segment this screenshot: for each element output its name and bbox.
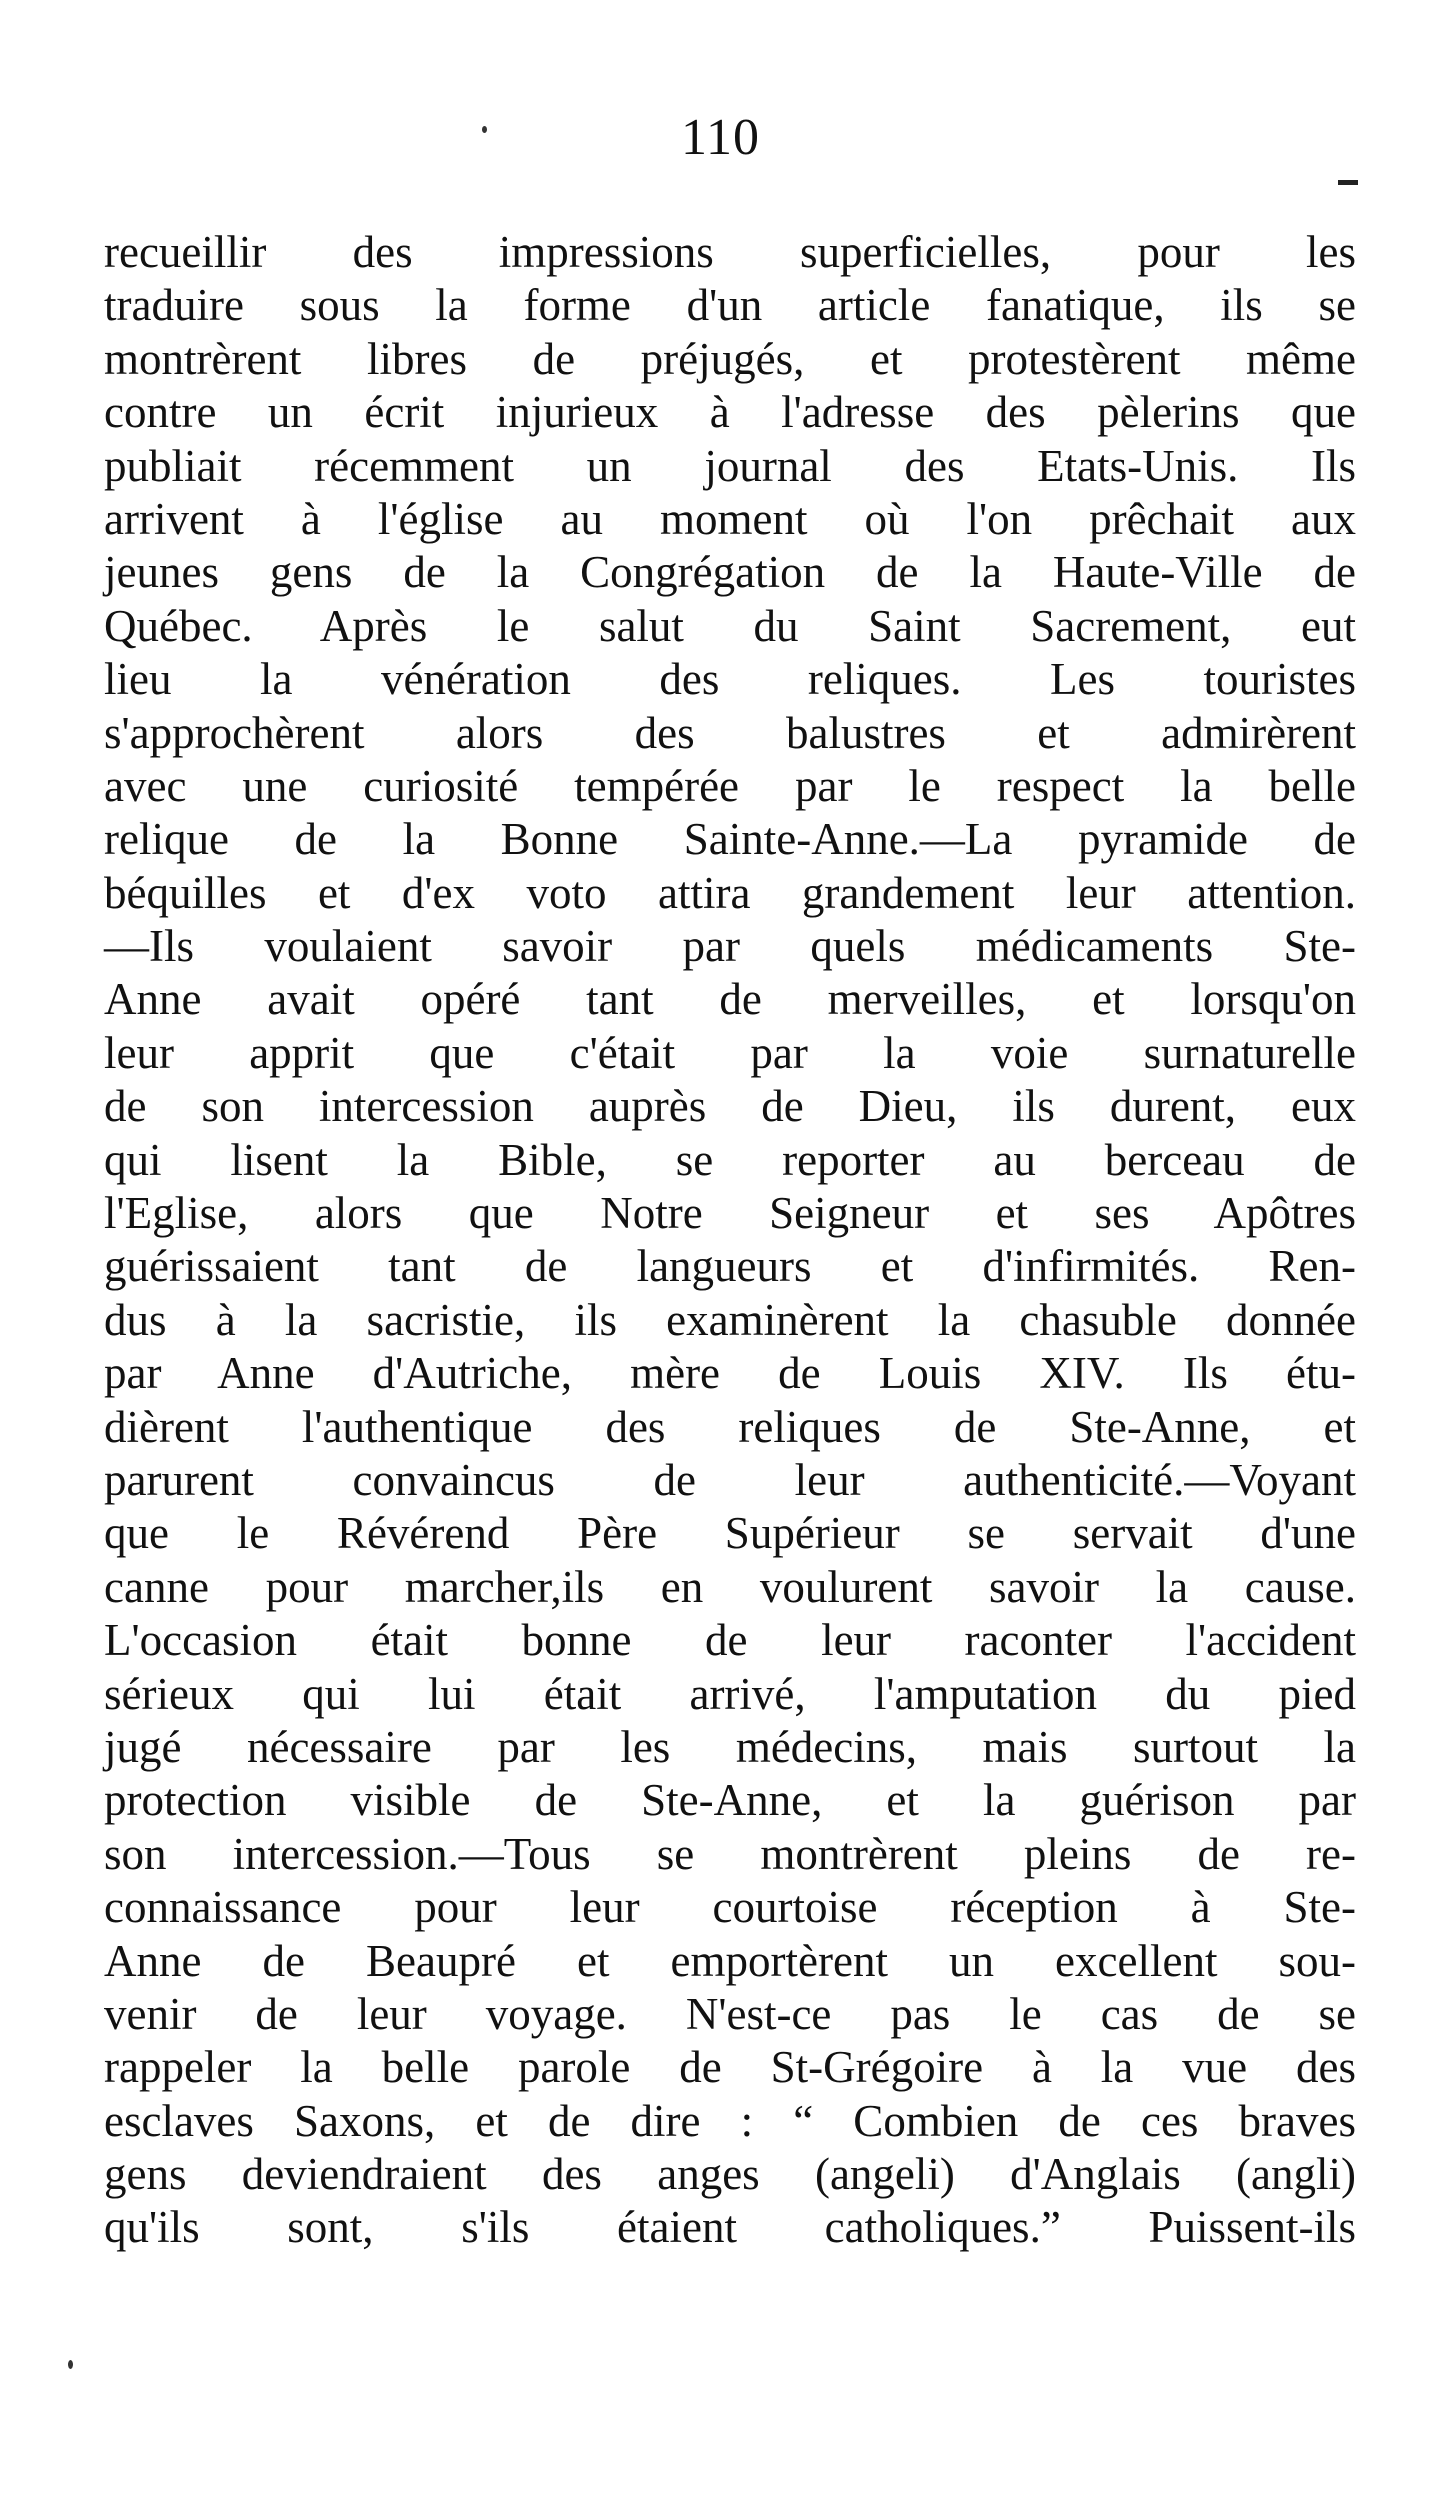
text-line: par Anne d'Autriche, mère de Louis XIV. Ils étu- (104, 1348, 1356, 1399)
text-line: qu'ils sont, s'ils étaient catholiques.” Puissent-ils (104, 2202, 1356, 2253)
text-line: canne pour marcher,ils en voulurent savoir la cause. (104, 1561, 1356, 1612)
text-line: esclaves Saxons, et de dire : “ Combien de ces braves (104, 2095, 1356, 2146)
print-speck (68, 2360, 73, 2369)
text-line: béquilles et d'ex voto attira grandement leur attention. (104, 867, 1356, 918)
text-line: montrèrent libres de préjugés, et protestèrent même (104, 333, 1356, 384)
text-line: guérissaient tant de langueurs et d'infirmités. Ren- (104, 1241, 1356, 1292)
text-line: gens deviendraient des anges (angeli) d'Anglais (angli) (104, 2149, 1356, 2200)
body-text (104, 226, 1356, 2255)
text-line: contre un écrit injurieux à l'adresse des pèlerins que (104, 387, 1356, 438)
page-number: 110 (680, 109, 761, 166)
text-line: jeunes gens de la Congrégation de la Haute-Ville de (104, 547, 1356, 598)
text-line: de son intercession auprès de Dieu, ils durent, eux (104, 1081, 1356, 1132)
text-line: Québec. Après le salut du Saint Sacrement, eut (104, 600, 1356, 651)
print-dash-mark (1338, 180, 1358, 185)
text-line: leur apprit que c'était par la voie surnaturelle (104, 1027, 1356, 1078)
text-line: Anne avait opéré tant de merveilles, et lorsqu'on (104, 974, 1356, 1025)
text-line: recueillir des impressions superficielles, pour les (104, 227, 1356, 277)
text-line: l'Eglise, alors que Notre Seigneur et ses Apôtres (104, 1188, 1356, 1239)
text-line: son intercession.—Tous se montrèrent pleins de re- (104, 1828, 1356, 1879)
text-line: publiait récemment un journal des Etats-Unis. Ils (104, 440, 1356, 491)
text-line: sérieux qui lui était arrivé, l'amputation du pied (104, 1668, 1356, 1719)
text-line: parurent convaincus de leur authenticité.—Voyant (104, 1454, 1356, 1505)
text-line: arrivent à l'église au moment où l'on prêchait aux (104, 493, 1356, 544)
text-line: protection visible de Ste-Anne, et la guérison par (104, 1775, 1356, 1826)
text-line: dus à la sacristie, ils examinèrent la chasuble donnée (104, 1294, 1356, 1345)
text-line: L'occasion était bonne de leur raconter l'accident (104, 1615, 1356, 1666)
text-line: avec une curiosité tempérée par le respect la belle (104, 760, 1356, 811)
text-line: lieu la vénération des reliques. Les touristes (104, 654, 1356, 705)
text-line: connaissance pour leur courtoise réception à Ste- (104, 1882, 1356, 1933)
text-line: dièrent l'authentique des reliques de Ste-Anne, et (104, 1401, 1356, 1452)
text-line: traduire sous la forme d'un article fanatique, ils se (104, 280, 1356, 331)
text-line: —Ils voulaient savoir par quels médicaments Ste- (104, 921, 1356, 972)
text-line: relique de la Bonne Sainte-Anne.—La pyramide de (104, 814, 1356, 865)
text-line: venir de leur voyage. N'est-ce pas le cas de se (104, 1988, 1356, 2039)
text-line: qui lisent la Bible, se reporter au berceau de (104, 1134, 1356, 1185)
text-line: jugé nécessaire par les médecins, mais surtout la (104, 1721, 1356, 1772)
text-line: s'approchèrent alors des balustres et admirèrent (104, 707, 1356, 758)
print-speck (482, 126, 487, 133)
text-line: Anne de Beaupré et emportèrent un excellent sou- (104, 1935, 1356, 1986)
text-line: que le Révérend Père Supérieur se servait d'une (104, 1508, 1356, 1559)
text-line: rappeler la belle parole de St-Grégoire à la vue des (104, 2042, 1356, 2093)
